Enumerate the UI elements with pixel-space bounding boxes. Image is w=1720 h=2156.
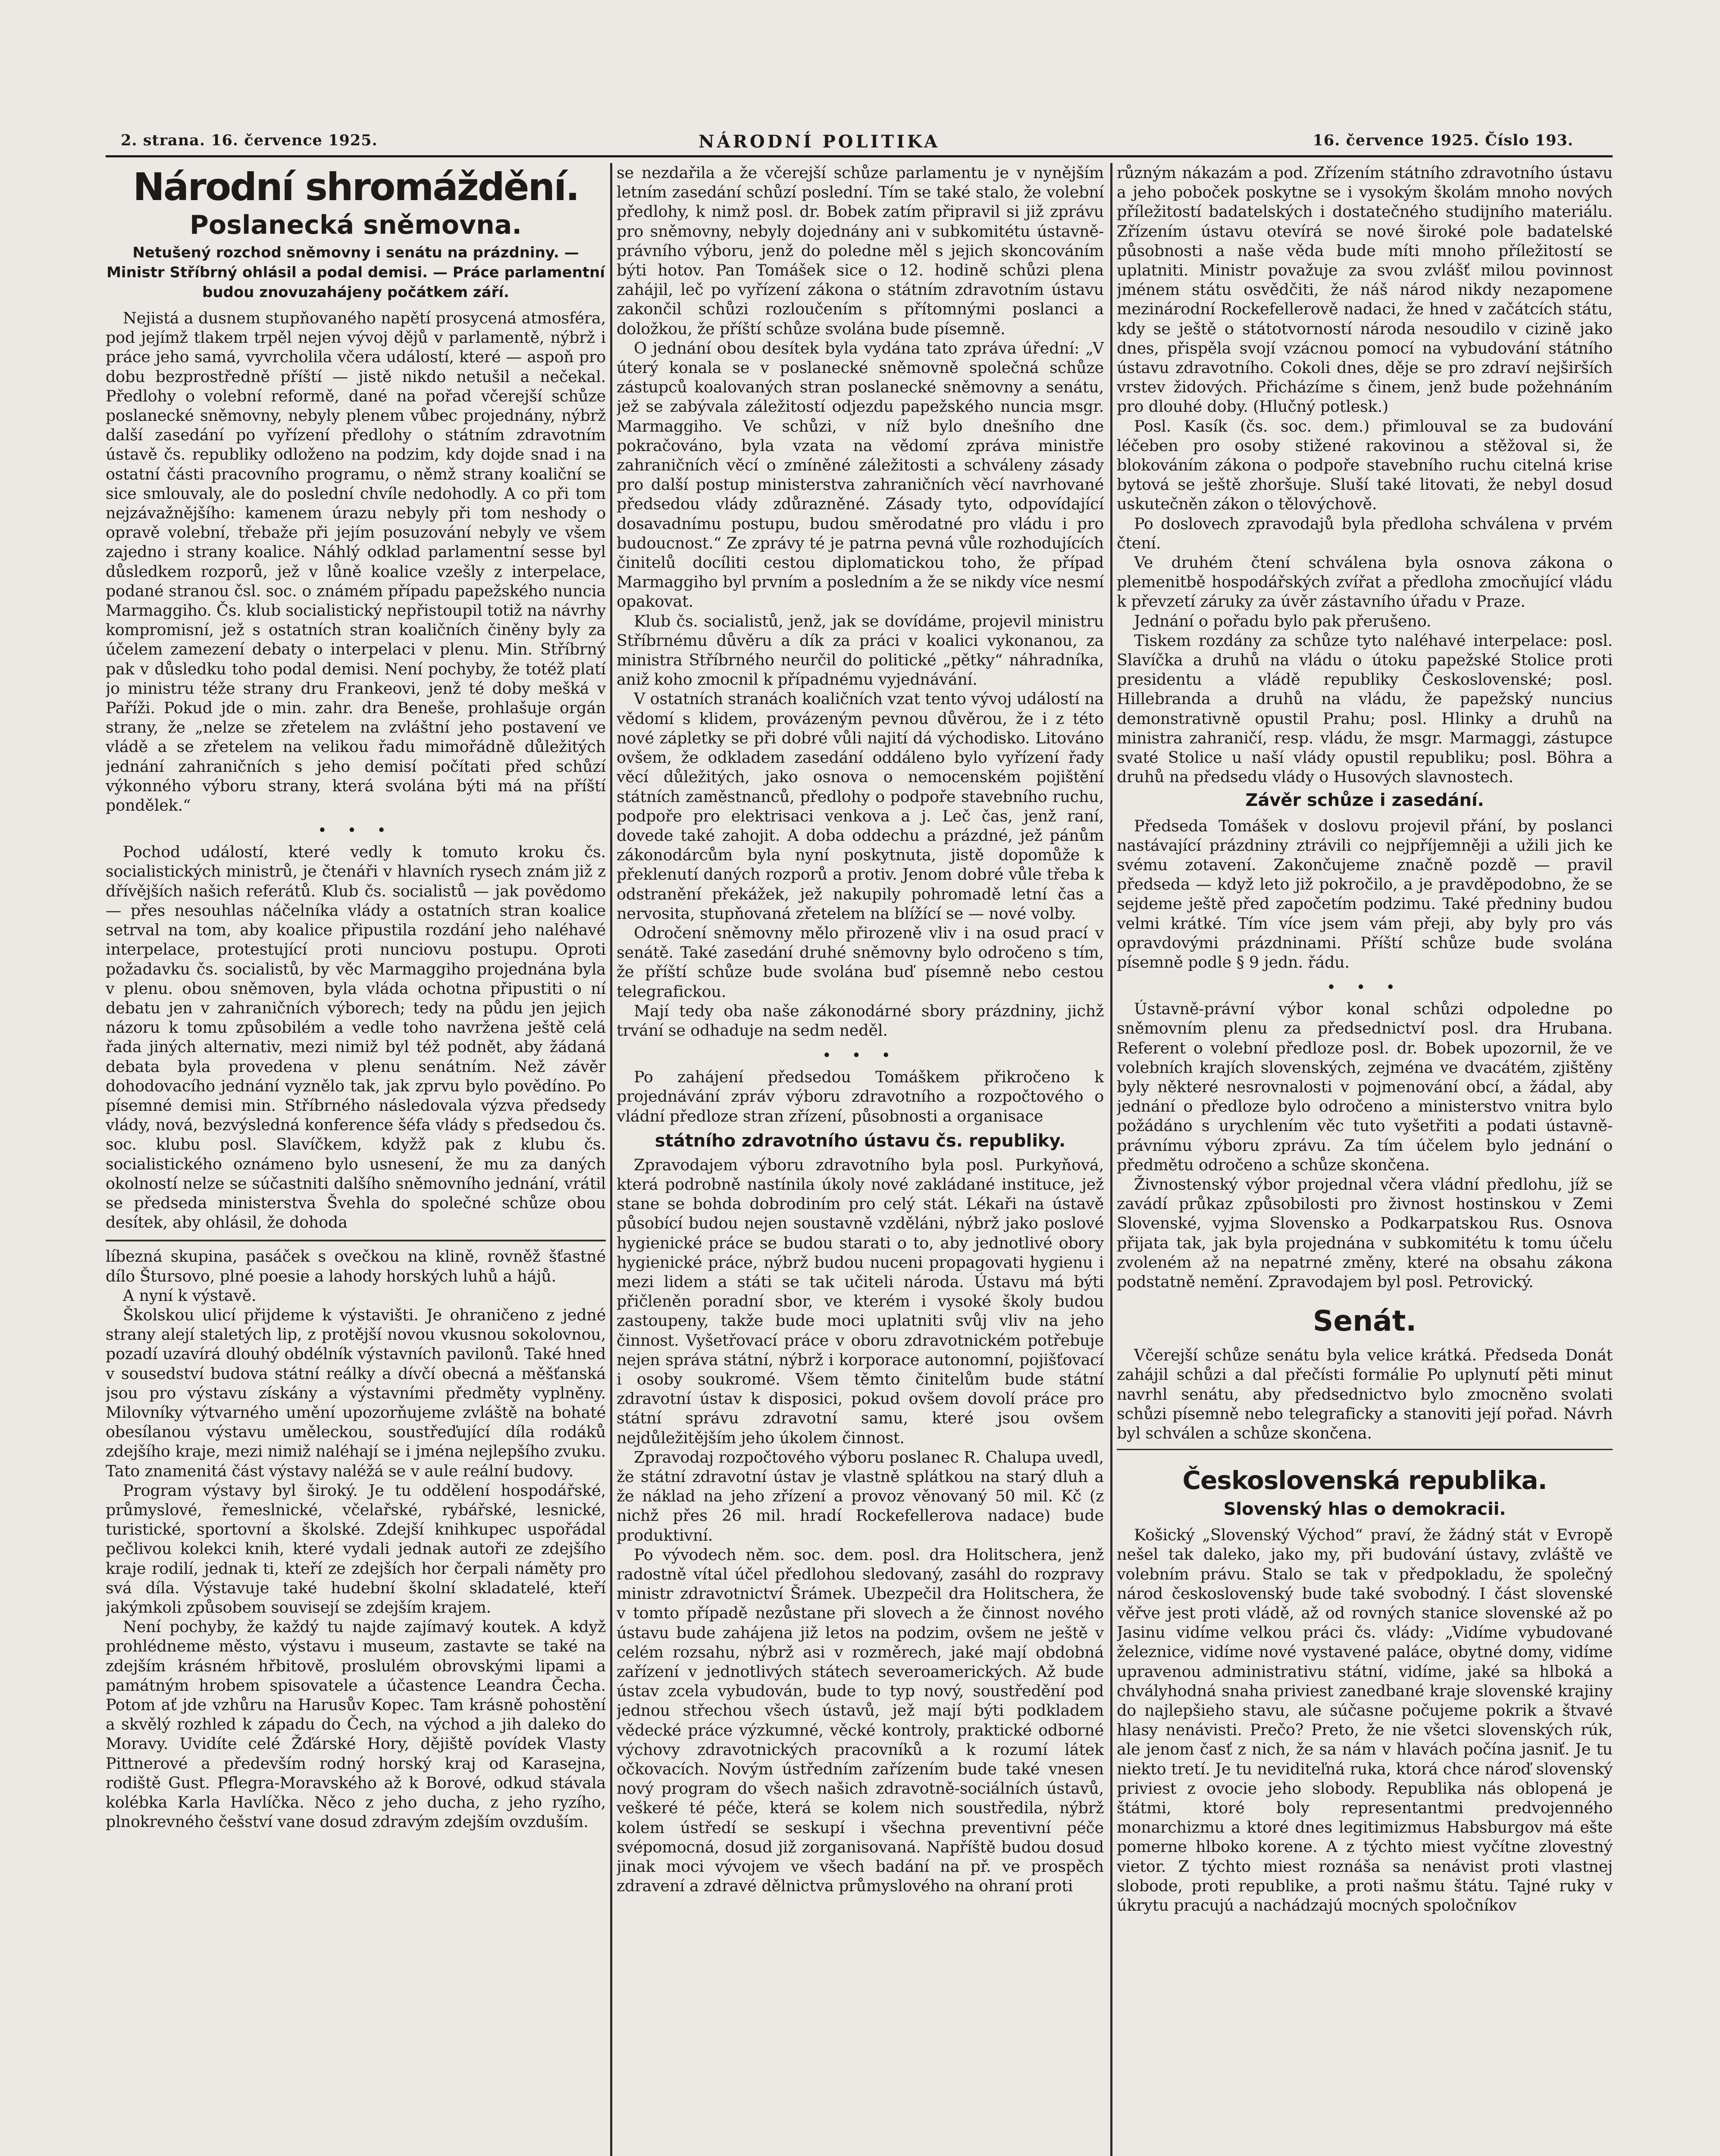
article-paragraph: Předseda Tomášek v doslovu projevil přání, by poslanci nastávající prázdniny ztrávili co nejpříjemněji a užili jich ke svému zotavení. Zakončujeme značně pozdě — pravil předseda — když leto již pokročilo, a je pravděpodobno, že se sejdeme ještě před započetím podzimu. Také předniny budou velmi krátké. Tím více jsem vám přeji, aby byly pro vás opravdovými prázdninami. Příští schůze bude svolána písemně podle § 9 jedn. řádu. xyxy=(1117,816,1613,971)
article-paragraph: Po zahájení předsedou Tomáškem přikročeno k projednávání zpráv výboru zdravotního a rozpočtového o vládní předloze stran zřízení, působnosti a organisace xyxy=(617,1068,1104,1125)
article-paragraph: Ústavně-právní výbor konal schůzi odpoledne po sněmovním plenu za předsednictví posl. dra Hrubana. Referent o volební předloze posl. dr. Bobek upozornil, že ve volebních krajích slovenských, zejména ve dvacátém, zjištěny byly některé nesrovnalosti v pojmenování obcí, a žádal, aby jednání o předloze bylo odročeno a ministerstvo vnitra bylo požádáno s urychlením věc tuto vyšetřiti a podati ústavně-právnímu výboru zprávu. Za tím účelem bylo jednání o předmětu odročeno a schůze skončena. xyxy=(1117,1000,1613,1174)
subheading: státního zdravotního ústavu čs. republiky. xyxy=(655,1131,1066,1151)
article-paragraph: V ostatních stranách koaličních vzat tento vývoj událostí na vědomí s klidem, provázeným pevnou důvěrou, že i z této nové zápletky se při dobré vůli najití dá východisko. Litováno ovšem, že odkladem zasedání oddáleno bylo vyřízení řady věcí důležitých, jako osnova o nemocenském pojištění státních zaměstnanců, předlohy o podpoře stavebního ruchu, podpoře pro elektrisaci venkova a j. Leč čas, jenž raní, dovede také zahojit. A doba oddechu a prázdné, jež pánům zákonodárcům byla nyní poskytnuta, jistě dopomůže k překlenutí daných rozporů a protiv. Jenom dobré vůle třeba k odstranění překážek, jež nakupily pohromadě letní čas a nervosita, stupňovaná zřetelem na blížící se — nové volby. xyxy=(617,689,1104,923)
article-paragraph: O jednání obou desítek byla vydána tato zpráva úřední: „V úterý konala se v poslanecké sněmovně společná schůze zástupců koalovaných stran poslanecké sněmovny a senátu, jež se zabývala záležitostí odjezdu papežského nuncia msgr. Marmaggiho. Ve schůzi, v níž bylo dnešního dne pokračováno, byla vzata na vědomí zpráva ministře zahraničních věcí o zmíněné záležitosti a schváleny zásady pro další postup ministerstva zahraničních věcí navrhované předsedou vlády zdůrazněné. Zásady tyto, odpovídající dosavadnímu postupu, budou směrodatné pro vládu i pro budoucnost.“ Ze zprávy té je patrna pevná vůle rozhodujících činitelů docíliti cestou diplomatickou toho, že případ Marmaggiho byl prvním a posledním a že se nikdy více nesmí opakovat. xyxy=(617,338,1104,611)
article-paragraph: Tiskem rozdány za schůze tyto naléhavé interpelace: posl. Slavíčka a druhů na vládu o útoku papežské Stolice proti presidentu a vládě republiky Československé; posl. Hillebranda a druhů na vládu, že papežský nuncius demonstrativně opustil Prahu; posl. Hlinky a druhů na ministra zahraničí, resp. vládu, že msgr. Marmaggi, zástupce svaté Stolice u naší vlády opustil republiku; posl. Böhra a druhů na předsedu vlády o Husových slavnostech. xyxy=(1117,631,1613,787)
column-3 xyxy=(1117,163,1613,2156)
section-rule xyxy=(106,1240,606,1241)
article-paragraph: Klub čs. socialistů, jenž, jak se dovídáme, projevil ministru Stříbrnému důvěru a dík za práci v koalici vykonanou, za ministra Stříbrného neurčil do politické „pětky“ náhradníka, aniž koho zmocnil k případnému vyjednávání. xyxy=(617,611,1104,689)
ornament-separator: • • • xyxy=(1326,979,1403,997)
republic-heading: Československá republika. xyxy=(1182,1466,1547,1495)
issue-number: 16. července 1925. Číslo 193. xyxy=(1313,132,1573,149)
header-rule xyxy=(106,155,1613,157)
page-date-left: 2. strana. 16. července 1925. xyxy=(121,132,378,149)
article-paragraph: různým nákazám a pod. Zřízením státního zdravotního ústavu a jeho poboček poskytne se i vysokým školám mnoho nových příležitostí badatelských i dostatečného studijního materiálu. Zřízením ústavu otevírá se nové široké pole badatelské působnosti a naše věda bude míti mnoho příležitostí se uplatniti. Ministr považuje za svou zvlášť milou povinnost jménem státu osvědčiti, že náš národ nikdy nezapomene mezinárodní Rockefellerově nadaci, že hned v začátcích státu, kdy se ještě o státotvorností národa nesoudilo v cizině jako dnes, přispěla svojí vzácnou pomocí na vybudování státního ústavu zdravotního. Cokoli dnes, děje se pro zdraví nejširších vrstev židových. Přicházíme s činem, jenž bude požehnáním pro dlouhé doby. (Hlučný potlesk.) xyxy=(1117,163,1613,416)
article-paragraph: Posl. Kasík (čs. soc. dem.) přimlouval se za budování léčeben pro osoby stižené rakovinou a stěžoval si, že blokováním zákona o podpoře stavebního ruchu citelná krise bytová se ještě zhoršuje. Sluší také litovati, že nebyl dosud uskutečněn zákon o tělovýchově. xyxy=(1117,417,1613,514)
article-paragraph: Není pochyby, že každý tu najde zajímavý koutek. A když prohlédneme město, výstavu i museum, zastavte se také na zdejším krásném hřbitově, proslulém obrovskými lipami a památným hrobem spisovatele a účastence Leandra Čecha. Potom ať jde vzhůru na Harusův Kopec. Tam krásně pohostění a skvělý rozhled k západu do Čech, na východ a jih daleko do Moravy. Uvidíte celé Žďárské Hory, dějiště povídek Vlasty Pittnerové a především rodný horský kraj od Karasejna, rodiště Gust. Pflegra-Moravského až k Borové, odkud stávala kolébka Karla Havlíčka. Něco z jeho ducha, z jeho ryzího, plnokrevného češství vane dosud zdravým zdejším ovzduším. xyxy=(106,1617,606,1831)
article-paragraph: Košický „Slovenský Východ“ praví, že žádný stát v Evropě nešel tak daleko, jako my, při budování ústavy, zvláště ve volebním právu. Stalo se tak v předpokladu, že společný národ československý bude také svobodný. I část slovenské věřve jest proti vládě, až od rovných stanice slovenské až po Jasinu vidíme velkou práci čs. vlády: „Vidíme vybudované železnice, vidíme nové vystavené paláce, obytné domy, vidíme upravenou administrativu státní, vidíme, jaké sa hlboká a chvályhodná snaha priviest zanedbané kraje slovenské krajiny do najlepšieho stavu, ale súčasne počujeme pokrik a štvavé hlasy nenávisti. Prečo? Preto, že nie všetci slovenských rúk, ale jenom časť z nich, že sa nám v hlavách počína jasniť. Je tu niekto tretí. Je tu neviditeľná ruka, ktorá chce nároď slovenský priviest z ovocie jeho slobody. Republika nás oblopená je štátmi, ktoré boly representantmi predvojenného monarchizmu a ktoré dnes legitimizmus Habsburgov má ešte pomerne hlboko korene. A z týchto miest vyčítne zlovestný vietor. Z týchto miest roznáša sa nenávist proti vlastnej slobode, proti republike, a proti našmu štátu. Tajné ruky v úkrytu pracujú a nachádzajú mocných spoločníkov xyxy=(1117,1526,1613,1915)
article-paragraph: A nyní k výstavě. xyxy=(123,1286,257,1305)
senate-heading: Senát. xyxy=(1313,1304,1417,1338)
article-paragraph: Včerejší schůze senátu byla velice krátká. Předseda Donát zahájil schůzi a dal přečísti formálie Po uplynutí pěti minut navrhl senátu, aby předsednictvo bylo zmocněno svolati schůzi písemně nebo telegraficky a stanoviti její pořad. Návrh byl schválen a schůze skončena. xyxy=(1117,1346,1613,1442)
article-paragraph: Po vývodech něm. soc. dem. posl. dra Holitschera, jenž radostně vítal účel předlohou sledovaný, zasáhl do rozpravy ministr zdravotnictví Šrámek. Ubezpečil dra Holitschera, že v tomto případě nezůstane při slovech a že činnost nového ústavu bude zahájena již letos na podzim, ovšem ne ještě v celém rozsahu, nýbrž asi v rozměrech, jaké mají obdobná zařízení v jednotlivých státech severoamerických. Až bude ústav zcela vybudován, bude to typ nový, soustředění pod jednou střechou všech ústavů, jež mají býti podkladem vědecké práce výzkumné, věcké kontroly, praktické odborné výchovy zdravotnických pracovníků a k rozumí látek očkovacích. Novým ústředním zařízením bude také vnesen nový program do všech našich zdravotně-sociálních ústavů, veškeré té péče, která se kolem nich soustředila, nýbrž kolem ústředí se seskupí i všechna preventivní péče svépomocná, dosud již zorganisovaná. Napříště budou dosud jinak moci vývojem ve všech badání na př. ve prospěch zdravení a zdravé dělnictva průmyslového na ohraní proti xyxy=(617,1545,1104,1896)
section-title: Národní shromáždění. xyxy=(133,165,579,209)
column-divider-1 xyxy=(610,163,612,2156)
section-subtitle: Poslanecká sněmovna. xyxy=(189,210,522,240)
article-paragraph: Zpravodajem výboru zdravotního byla posl. Purkyňová, která podrobně nastínila úkoly nové zakládané instituce, jež stane se bohda dobrodiním pro celý stát. Lékaři na ústavě působící budou nejen soustavně vzděláni, nýbrž jako poslové hygienické práce se budou starati o to, aby jednotlivé obory hygienické práce, nýbrž budou nuceni propagovati hygienu i mezi lidem a státi se tak učiteli národa. Ústavu má býti přičleněn poradní sbor, ve kterém i vysoké školy budou zastoupeny, takže bude moci uplatniti svůj vliv na jeho činnost. Vyšetřovací práce v oboru zdravotnickém potřebuje nejen správa státní, nýbrž i korporace autonomní, pojišťovací i osoby soukromé. Všem těmto činitelům bude státní zdravotní ústav k disposici, pokud ovšem dovolí práce pro státní správu zdravotní samu, které jsou ovšem nejdůležitějším jeho úkolem činnost. xyxy=(617,1155,1104,1447)
masthead: NÁRODNÍ POLITIKA xyxy=(699,132,940,152)
column-1 xyxy=(106,163,606,2156)
section-rule xyxy=(1117,1449,1613,1450)
ornament-separator: • • • xyxy=(822,1047,899,1065)
column-divider-2 xyxy=(1110,163,1112,2156)
article-paragraph: Jednání o pořadu bylo pak přerušeno. xyxy=(1134,611,1432,630)
subheading: Závěr schůze i zasedání. xyxy=(1245,790,1484,810)
article-paragraph: Živnostenský výbor projednal včera vládní předlohu, jíž se zavádí průkaz způsobilosti pro živnost hostinskou v Zemi Slovenské, vyjma Slovensko a Podkarpatskou Rus. Osnova přijata tak, jak byla projednána v subkomitétu k tomu účelu zvoleném až na nepatrné změny, které na obsahu zákona podstatně nemění. Zpravodajem byl posl. Petrovický. xyxy=(1117,1175,1613,1291)
article-paragraph: Mají tedy oba naše zákonodárné sbory prázdniny, jichž trvání se odhaduje na sedm neděl. xyxy=(617,1001,1104,1040)
article-paragraph: se nezdařila a že včerejší schůze parlamentu je v nynějším letním zasedání schůzí poslední. Tím se také stalo, že volební předlohy, k nimž posl. dr. Bobek zatím připravil si již zprávu pro sněmovny, nebyly dojednány ani v subkomitétu ústavně-právního výboru, jenž do poledne měl s jejich skoncováním býti hotov. Pan Tomášek sice o 12. hodině schůzi plena zahájil, leč po vyřízení zákona o státním zdravotním ústavu zakončil schůzi rozloučením s přítomnými poslanci a doložkou, že příští schůze svolána bude písemně. xyxy=(617,163,1104,338)
subheading: Slovenský hlas o demokracii. xyxy=(1223,1499,1506,1520)
article-paragraph: Ve druhém čtení schválena byla osnova zákona o plemenitbě hospodářských zvířat a předloha zmocňující vládu k převzetí záruky za úvěr zástavního úřadu v Praze. xyxy=(1117,553,1613,611)
article-paragraph: Zpravodaj rozpočtového výboru poslanec R. Chalupa uvedl, že státní zdravotní ústav je vlastně splátkou na starý dluh a že náklad na jeho zřízení a provoz věnovaný 50 mil. Kč (z nichž přes 26 mil. hradí Rockefellerova nadace) bude produktivní. xyxy=(617,1448,1104,1545)
article-paragraph: Program výstavy byl široký. Je tu oddělení hospodářské, průmyslové, řemeslnické, včelařské, rybářské, lesnické, turistické, sportovní a školské. Zdejší knihkupec uspořádal pečlivou kolekci knih, které vydali jednak autoři ze zdejšího kraje rodilí, jednak ti, kteří ze zdejších hor čerpali náměty pro svá díla. Výstavuje také hudební školní skladatelé, kteří jakýmkoli způsobem souvisejí se zdejším krajem. xyxy=(106,1481,606,1617)
ornament-separator: • • • xyxy=(317,822,394,840)
article-paragraph: Po doslovech zpravodajů byla předloha schválena v prvém čtení. xyxy=(1117,514,1613,552)
lead-summary: Netušený rozchod sněmovny i senátu na prázdniny. — Ministr Stříbrný ohlásil a podal demisi. — Práce parlamentní budou znovuzahájeny počátkem září. xyxy=(107,244,605,301)
article-paragraph: Školskou ulicí přijdeme k výstavišti. Je ohraničeno z jedné strany alejí staletých lip, z protější novou vkusnou sokolovnou, pozadí uzavírá dlouhý obdélník výstavních pavilonů. Také hned v sousedství budova státní reálky a dívčí obecná a měšťanská jsou pro výstavu získány a výstavními předměty vyplněny. Milovníky výtvarného umění upozorňujeme zvláště na bohaté obesílanou výstavu uměleckou, soustřeďující díla rodáků zdejšího kraje, mezi nimiž naléhají se i jména nejlepšího zvuku. Tato znamenitá část výstavy naléžá se v aule reální budovy. xyxy=(106,1305,606,1480)
article-paragraph: Odročení sněmovny mělo přirozeně vliv i na osud prací v senátě. Také zasedání druhé sněmovny bylo odročeno s tím, že příští schůze bude svolána buď písemně nebo cestou telegrafickou. xyxy=(617,923,1104,1001)
article-paragraph: Nejistá a dusnem stupňovaného napětí prosycená atmosféra, pod jejímž tlakem trpěl nejen vývoj dějů v parlamentě, nýbrž i práce jeho samá, vyvrcholila včera událostí, které — aspoň pro dobu bezprostředně příští — jistě nikdo netušil a nečekal. Předlohy o volební reformě, dané na pořad včerejší schůze poslanecké sněmovny, nebyly plenem vůbec projednány, nýbrž další zasedání po vyřízení předlohy o státním zdravotním ústavě čs. republiky odloženo na podzim, kdy dojde snad i na ostatní části pracovního programu, o němž strany koaliční se sice smlouvaly, ale do poslední chvíle nedohodly. A co při tom nejzávažnějšího: kamenem úrazu nebyly při tom neshody o opravě volební, třebaže při jejím posuzování nebyly ve všem zajedno i strany koalice. Náhlý odklad parlamentní sesse byl důsledkem rozporů, jež v lůně koalice vzešly z interpelace, podané stranou čsl. soc. o známém případu papežského nuncia Marmaggiho. Čs. klub socialistický nepřistoupil totiž na návrhy kompromisní, jež s ostatních stran koaličních činěny byly za účelem zamezení debaty o interpelaci v plenu. Min. Stříbrný pak v důsledku toho podal demisi. Není pochyby, že totéž platí jo ministru téže strany dru Frankeovi, jenž té doby mešká v Paříži. Pokud jde o min. zahr. dra Beneše, prohlašuje orgán strany, že „nelze se zřetelem na zvláštní jeho postavení ve vládě a se zřetelem na velikou řadu mimořádně důležitých jednání zahraničních s jeho demisí počítati před schůzí výkonného výboru strany, která svolána býti má na příští pondělek.“ xyxy=(106,309,606,815)
article-paragraph: líbezná skupina, pasáček s ovečkou na klině, rovněž šťastné dílo Štursovo, plné poesie a lahody horských luhů a hájů. xyxy=(106,1247,606,1285)
column-2 xyxy=(617,163,1104,2156)
article-paragraph: Pochod událostí, které vedly k tomuto kroku čs. socialistických ministrů, je čtenáři v hlavních rysech znám již z dřívějších našich referátů. Klub čs. socialistů — jak povědomo — přes nesouhlas náčelníka vlády a ostatních stran koalice setrval na tom, aby koalice připustila rozdání jeho naléhavé interpelace, protestující proti nunciovu postupu. Oproti požadavku čs. socialistů, by věc Marmaggiho projednána byla v plenu. obou sněmoven, byla vláda ochotna připustiti o ní debatu jen v zahraničních výborech; tedy na půdu jen jejich názoru k tomu způsobilém a vedle toho navržena ještě celá řada jiných alternativ, mezi nimiž byl též podnět, aby žádaná debata byla provedena v plenu senátním. Než závěr dohodovacího jednání vyznělo tak, jak zprvu bylo povědíno. Po písemné demisi min. Stříbrného následovala výzva předsedy vlády, nová, bezvýsledná konference šéfa vlády s předsedou čs. soc. klubu posl. Slavíčkem, kdyžž pak z klubu čs. socialistického oznámeno bylo usnesení, že mu za daných okolností nelze se súčastniti dalšího sněmovního jednání, vrátil se předseda ministerstva Švehla do společné schůze obou desítek, aby ohlásil, že dohoda xyxy=(106,843,606,1232)
